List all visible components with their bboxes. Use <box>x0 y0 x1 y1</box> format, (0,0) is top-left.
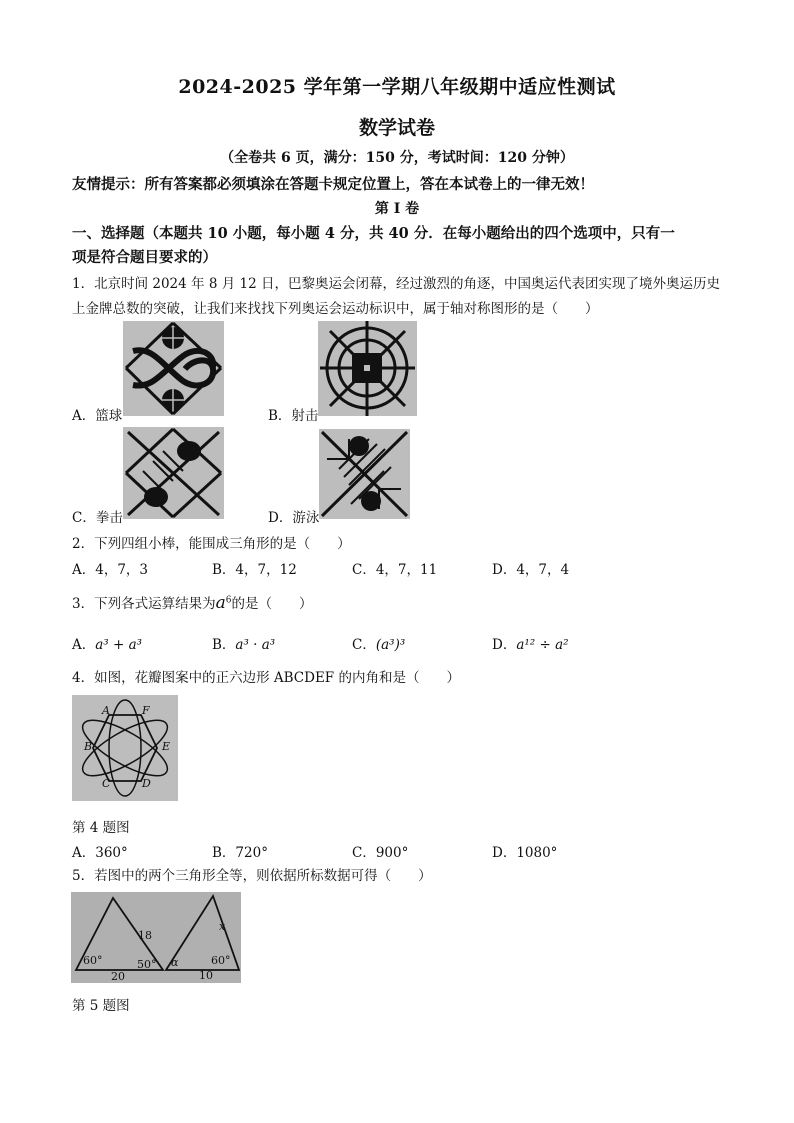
q2-option-d: D．4，7，4 <box>492 562 570 578</box>
q3-stem-post: 的是（ ） <box>231 596 313 612</box>
target-icon <box>318 321 417 416</box>
q1-option-b: B．射击 <box>268 408 319 424</box>
q3-option-d-label: D． <box>492 637 517 653</box>
q1-option-d: D．游泳 <box>268 510 320 526</box>
angle-60-left-label: 60° <box>83 954 103 967</box>
q3-stem-exp: 6 <box>225 595 232 606</box>
q3-option-b-label: B． <box>212 637 236 653</box>
q3-stem <box>72 592 312 613</box>
q3-option-b-expr: a³ · a³ <box>235 637 276 653</box>
q5-stem: 5．若图中的两个三角形全等，则依据所标数据可得（ ） <box>72 868 432 884</box>
q3-option-c <box>352 633 405 653</box>
section-heading-cont: 项是符合题目要求的） <box>72 249 217 266</box>
q2-option-a: A．4，7，3 <box>72 562 149 578</box>
q3-stem-pre: 3．下列各式运算结果为 <box>72 596 216 612</box>
q4-caption: 第 4 题图 <box>72 820 130 836</box>
side-18-label: 18 <box>138 929 152 942</box>
vertex-f-label: F <box>142 704 150 717</box>
q3-option-d-expr: a¹² ÷ a² <box>516 637 569 653</box>
side-x-label: x <box>219 920 226 933</box>
q1-option-a: A．篮球 <box>72 408 123 424</box>
q3-option-c-label: C． <box>352 637 376 653</box>
congruent-triangles-figure <box>71 892 241 983</box>
hexagon-petal-figure <box>72 695 178 801</box>
q3-option-b <box>212 633 275 653</box>
angle-alpha-label: α <box>171 956 179 969</box>
q4-stem: 4．如图，花瓣图案中的正六边形 ABCDEF 的内角和是（ ） <box>72 670 460 686</box>
q3-stem-base: a <box>215 593 226 613</box>
q3-option-d <box>492 633 569 653</box>
boxing-icon <box>123 427 224 519</box>
vertex-e-label: E <box>162 740 171 753</box>
basketball-icon <box>123 321 224 416</box>
side-20-label: 20 <box>111 970 125 983</box>
section-heading: 一、选择题（本题共 10 小题，每小题 4 分，共 40 分．在每小题给出的四个选项中，只有一 <box>72 225 675 242</box>
q4-option-b: B．720° <box>212 845 268 861</box>
side-10-label: 10 <box>199 969 213 982</box>
q3-option-c-expr: (a³)³ <box>375 637 406 653</box>
q4-option-a: A．360° <box>72 845 128 861</box>
q3-option-a-label: A． <box>72 637 96 653</box>
q1-option-c: C．拳击 <box>72 510 123 526</box>
exam-title: 2024-2025 学年第一学期八年级期中适应性测试 <box>178 76 616 98</box>
vertex-d-label: D <box>142 777 151 790</box>
q4-option-d: D．1080° <box>492 845 558 861</box>
q4-option-c: C．900° <box>352 845 409 861</box>
q3-option-a <box>72 633 142 653</box>
q1-stem-line1: 1．北京时间 2024 年 8 月 12 日，巴黎奥运会闭幕，经过激烈的角逐，中国奥运代表团实现了境外奥运历史 <box>72 276 720 292</box>
notice-text: 友情提示：所有答案都必须填涂在答题卡规定位置上，答在本试卷上的一律无效！ <box>72 176 594 193</box>
vertex-b-label: B <box>84 740 93 753</box>
angle-60-right-label: 60° <box>211 954 231 967</box>
q2-option-b: B．4，7，12 <box>212 562 297 578</box>
q2-stem: 2．下列四组小棒，能围成三角形的是（ ） <box>72 536 351 552</box>
angle-50-label: 50° <box>137 958 157 971</box>
volume-label: 第 Ⅰ 卷 <box>374 201 420 217</box>
swimming-icon <box>319 429 410 519</box>
vertex-a-label: A <box>102 704 110 717</box>
q2-option-c: C．4，7，11 <box>352 562 438 578</box>
q3-option-a-expr: a³ + a³ <box>95 637 143 653</box>
q5-caption: 第 5 题图 <box>72 998 130 1014</box>
q1-stem-line2: 上金牌总数的突破，让我们来找找下列奥运会运动标识中，属于轴对称图形的是（ ） <box>72 301 599 317</box>
exam-subtitle: 数学试卷 <box>358 117 435 139</box>
vertex-c-label: C <box>102 777 111 790</box>
exam-info: （全卷共 6 页，满分：150 分，考试时间：120 分钟） <box>220 150 574 166</box>
